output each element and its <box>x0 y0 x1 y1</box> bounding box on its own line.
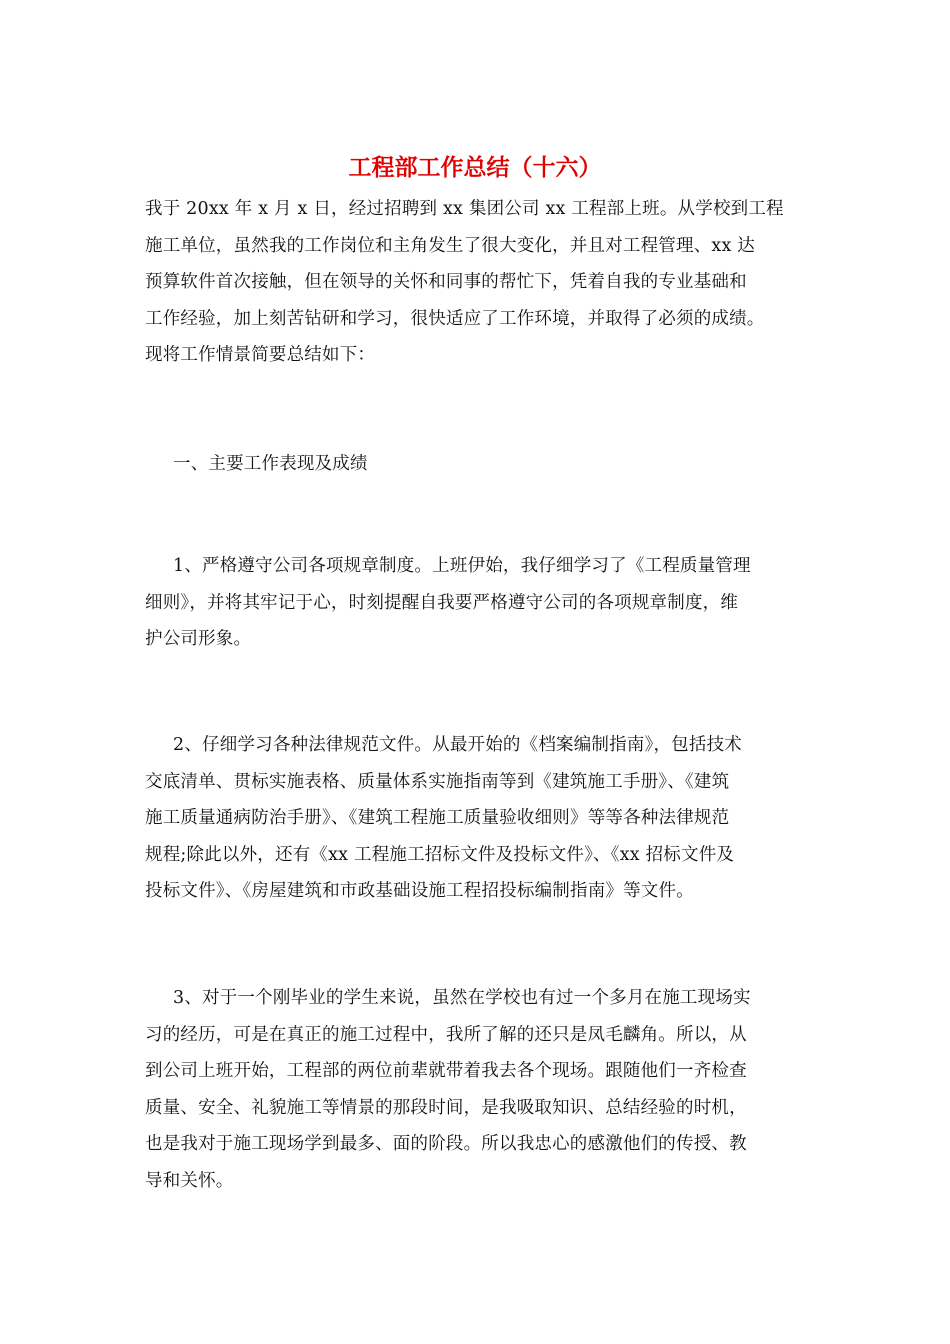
text-line: 护公司形象。 <box>145 629 252 649</box>
item-2-paragraph <box>145 727 805 910</box>
text-line: 预算软件首次接触，但在领导的关怀和同事的帮忙下，凭着自我的专业基础和 <box>145 272 747 292</box>
text-line: 交底清单、贯标实施表格、质量体系实施指南等到《建筑施工手册》、《建筑 <box>145 771 730 792</box>
text-line: 工作经验，加上刻苦钻研和学习，很快适应了工作环境，并取得了必须的成绩。 <box>145 308 765 329</box>
text-line: 导和关怀。 <box>145 1170 234 1191</box>
text-line: 质量、安全、礼貌施工等情景的那段时间，是我吸取知识、总结经验的时机， <box>145 1097 747 1118</box>
item-3-paragraph <box>145 980 805 1199</box>
text-line: 投标文件》、《房屋建筑和市政基础设施工程招投标编制指南》等文件。 <box>145 881 694 901</box>
text-line: 现将工作情景简要总结如下： <box>145 345 376 365</box>
text-line: 规程;除此以外，还有《xx 工程施工招标文件及投标文件》、《xx 招标文件及 <box>145 844 735 865</box>
text-line: 习的经历，可是在真正的施工过程中，我所了解的还只是凤毛麟角。所以，从 <box>145 1024 747 1045</box>
text-line: 到公司上班开始，工程部的两位前辈就带着我去各个现场。跟随他们一齐检查 <box>145 1061 747 1081</box>
text-line: 施工单位，虽然我的工作岗位和主角发生了很大变化，并且对工程管理、xx 达 <box>145 235 755 256</box>
text-line: 1、严格遵守公司各项规章制度。上班伊始，我仔细学习了《工程质量管理 <box>173 556 751 576</box>
item-1-paragraph <box>145 548 805 658</box>
document-title: 工程部工作总结（十六） <box>348 154 602 181</box>
text-line: 施工质量通病防治手册》、《建筑工程施工质量验收细则》等等各种法律规范 <box>145 808 730 828</box>
text-line: 3、对于一个刚毕业的学生来说，虽然在学校也有过一个多月在施工现场实 <box>173 988 751 1008</box>
text-line: 细则》，并将其牢记于心，时刻提醒自我要严格遵守公司的各项规章制度，维 <box>145 592 739 613</box>
text-line: 2、仔细学习各种法律规范文件。从最开始的《档案编制指南》，包括技术 <box>173 735 742 755</box>
text-line: 我于 20xx 年 x 月 x 日，经过招聘到 xx 集团公司 xx 工程部上班。从学校到工程 <box>145 199 784 219</box>
section-heading-text: 一、主要工作表现及成绩 <box>173 454 368 474</box>
text-line: 也是我对于施工现场学到最多、面的阶段。所以我忠心的感激他们的传授、教 <box>145 1134 747 1154</box>
intro-paragraph <box>145 191 805 374</box>
section-heading <box>145 446 805 483</box>
